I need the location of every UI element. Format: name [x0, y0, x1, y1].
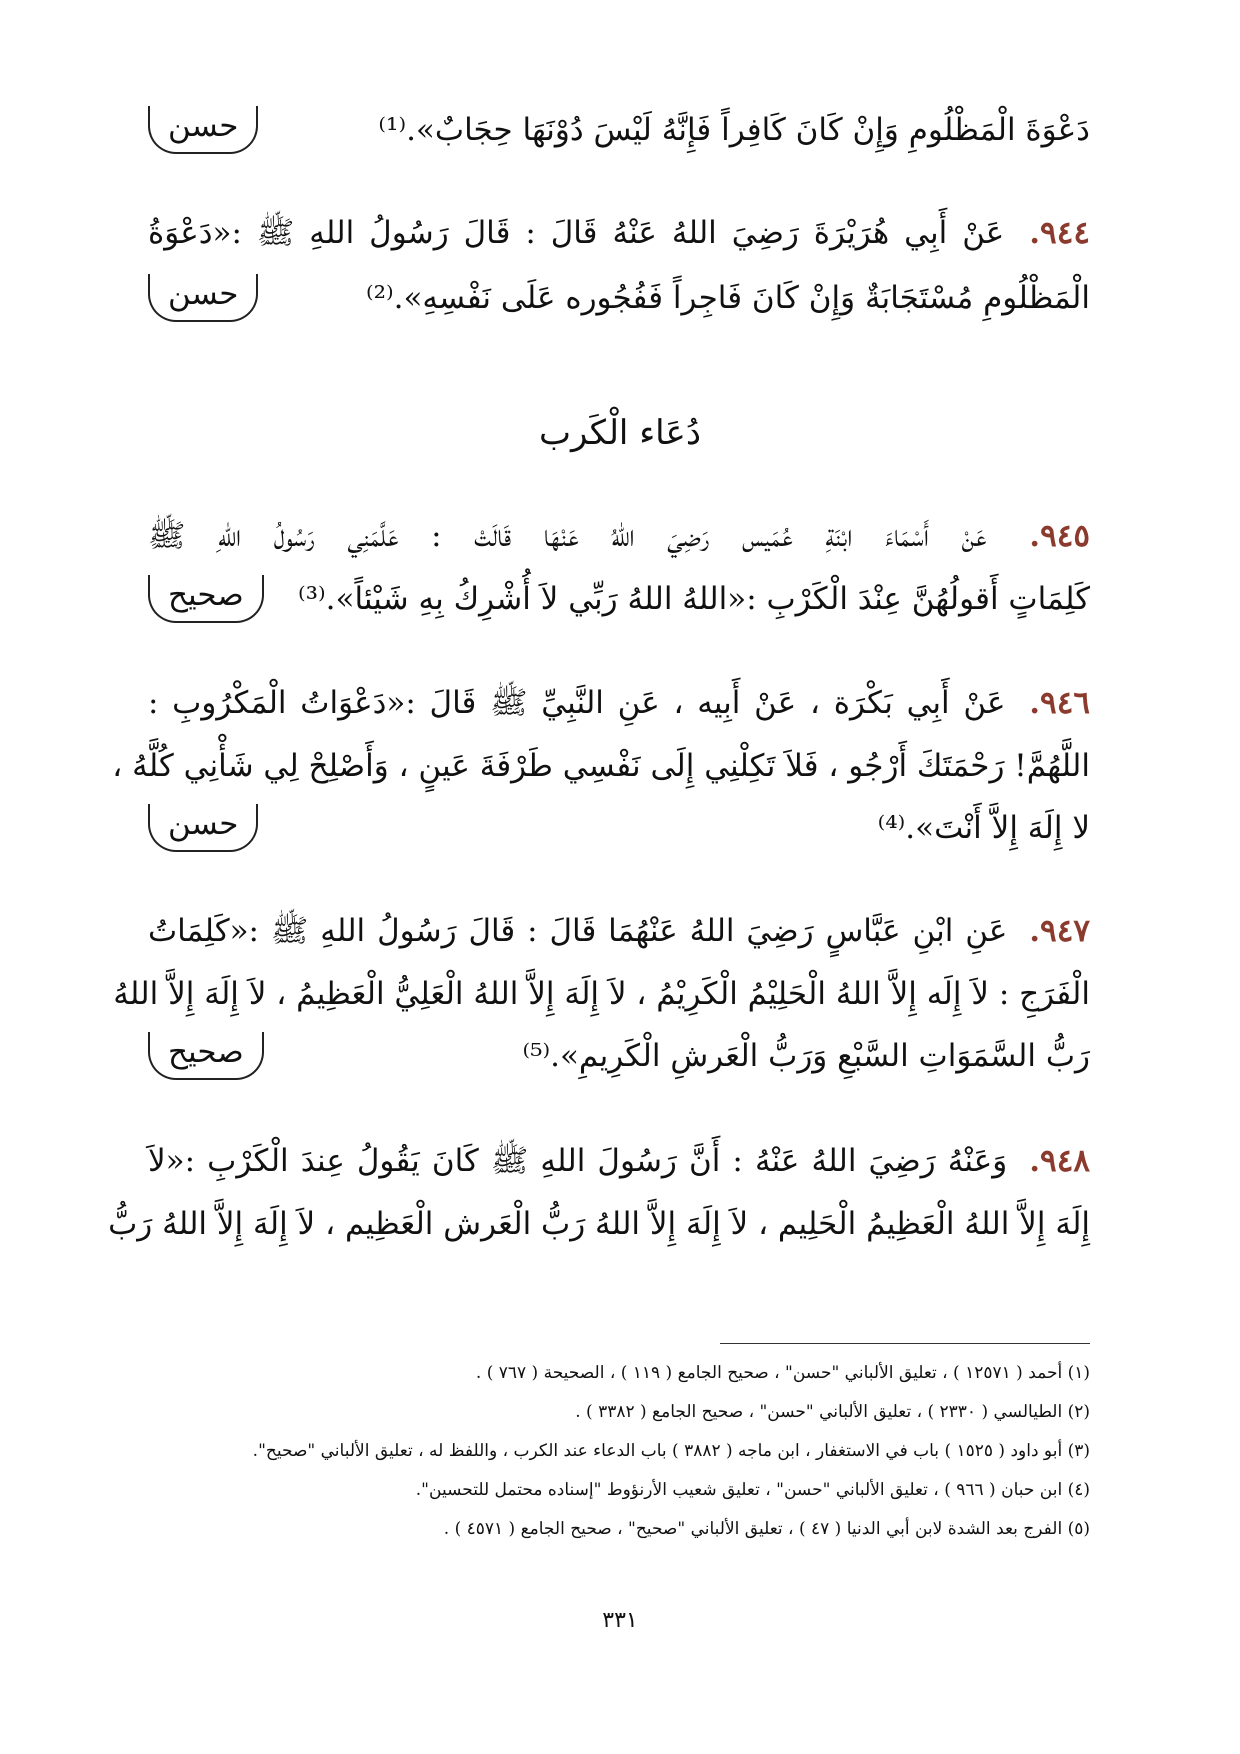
text-line	[148, 508, 1090, 564]
grade-badge: صحيح	[148, 575, 264, 623]
line-text: عَنِ ابْنِ عَبَّاسٍ رَضِيَ اللهُ عَنْهُمَا قَالَ : قَالَ رَسُولُ اللهِ ﷺ :«كَلِمَاتُ	[148, 913, 1008, 949]
text-line	[148, 800, 1090, 856]
footnote: (٣) أبو داود ( ١٥٢٥ ) باب في الاستغفار ، ابن ماجه ( ٣٨٨٢ ) باب الدعاء عند الكرب ، واللفظ له ، تعليق الألباني "صحيح".	[252, 1441, 1090, 1461]
line-text: الْفَرَجِ : لاَ إِلَه إِلاَّ اللهُ الْحَلِيْمُ الْكَرِيْمُ ، لاَ إِلَهَ إِلاَّ اللهُ الْعَلِيُّ الْعَظِيمُ ، لاَ إِلَهَ إِلاَّ اللهُ	[113, 976, 1090, 1012]
line-text: وَعَنْهُ رَضِيَ اللهُ عَنْهُ : أَنَّ رَسُولَ اللهِ ﷺ كَانَ يَقُولُ عِندَ الْكَرْبِ :«لاَ	[148, 1143, 1008, 1179]
hadith-number: ٩٤٦.	[1029, 685, 1090, 721]
text-line	[148, 1133, 1090, 1189]
line-text: الْمَظْلُومِ مُسْتَجَابَةٌ وَإِنْ كَانَ فَاجِراً فَفُجُوره عَلَى نَفْسِهِ».⁽²⁾	[365, 280, 1090, 316]
line-text: رَبُّ السَّمَوَاتِ السَّبْعِ وَرَبُّ الْعَرشِ الْكَرِيمِ».⁽⁵⁾	[522, 1038, 1090, 1074]
line-text: عَنْ أَبِي هُرَيْرَةَ رَضِيَ اللهُ عَنْهُ قَالَ : قَالَ رَسُولُ اللهِ ﷺ :«دَعْوَةُ	[148, 215, 1005, 251]
line-text: عَنْ أَسْمَاءَ ابْنَةِ عُمَيس رَضِيَ اللهُ عَنْهَا قَالَتْ : عَلَّمَنِي رَسُولُ اللهِ ﷺ	[148, 518, 987, 554]
text-line	[148, 102, 1090, 158]
footnote: (٢) الطيالسي ( ٢٣٣٠ ) ، تعليق الألباني "حسن" ، صحيح الجامع ( ٣٣٨٢ ) .	[575, 1402, 1090, 1422]
hadith-number: ٩٤٤.	[1029, 215, 1090, 251]
text-line	[148, 1028, 1090, 1084]
footnote-separator	[720, 1343, 1090, 1344]
hadith-number: ٩٤٧.	[1029, 913, 1090, 949]
line-text: لا إِلَهَ إِلاَّ أَنْتَ».⁽⁴⁾	[877, 810, 1090, 846]
text-line	[112, 738, 1090, 794]
grade-badge: حسن	[148, 274, 258, 322]
text-line	[148, 571, 1090, 627]
hadith-number: ٩٤٨.	[1029, 1143, 1090, 1179]
grade-badge: صحيح	[148, 1032, 264, 1080]
footnote: (٥) الفرج بعد الشدة لابن أبي الدنيا ( ٤٧ ) ، تعليق الألباني "صحيح" ، صحيح الجامع ( ٤٥٧١ ) .	[443, 1519, 1090, 1539]
text-line	[148, 903, 1090, 959]
text-line	[148, 205, 1090, 261]
line-text: اللَّهُمَّ! رَحْمَتَكَ أَرْجُو ، فَلاَ تَكِلْنِي إِلَى نَفْسِي طَرْفَةَ عَينٍ ، وَأَصْلِحْ لِي شَأْنِي كُلَّهُ ،	[112, 748, 1090, 784]
text-line	[148, 675, 1090, 731]
footnote: (٤) ابن حبان ( ٩٦٦ ) ، تعليق الألباني "حسن" ، تعليق شعيب الأرنؤوط "إسناده محتمل للتحسين".	[415, 1480, 1090, 1500]
line-text: عَنْ أَبِي بَكْرَة ، عَنْ أَبِيه ، عَنِ النَّبِيِّ ﷺ قَالَ :«دَعْوَاتُ الْمَكْرُوبِ :	[148, 685, 1006, 721]
footnote: (١) أحمد ( ١٢٥٧١ ) ، تعليق الألباني "حسن" ، صحيح الجامع ( ١١٩ ) ، الصحيحة ( ٧٦٧ ) .	[475, 1363, 1090, 1383]
text-line	[113, 966, 1090, 1022]
section-heading: دُعَاء الْكَرب	[539, 413, 701, 453]
page-number: ٣٣١	[602, 1608, 638, 1633]
hadith-number: ٩٤٥.	[1029, 518, 1091, 554]
line-text: كَلِمَاتٍ أَقولُهُنَّ عِنْدَ الْكَرْبِ :«اللهُ اللهُ رَبِّي لاَ أُشْرِكُ بِهِ شَيْئاً».⁽³⁾	[297, 581, 1090, 617]
line-text: إِلَهَ إِلاَّ اللهُ الْعَظِيمُ الْحَلِيم ، لاَ إِلَهَ إِلاَّ اللهُ رَبُّ الْعَرش الْعَظِيم ، لاَ إِلَهَ إِلاَّ اللهُ رَبُّ	[108, 1206, 1090, 1242]
grade-badge: حسن	[148, 804, 258, 852]
line-text: دَعْوَةَ الْمَظْلُومِ وَإِنْ كَانَ كَافِراً فَإِنَّهُ لَيْسَ دُوْنَهَا حِجَابٌ».⁽¹⁾	[378, 112, 1090, 148]
text-line	[148, 270, 1090, 326]
text-line	[108, 1196, 1090, 1252]
grade-badge: حسن	[148, 106, 258, 154]
